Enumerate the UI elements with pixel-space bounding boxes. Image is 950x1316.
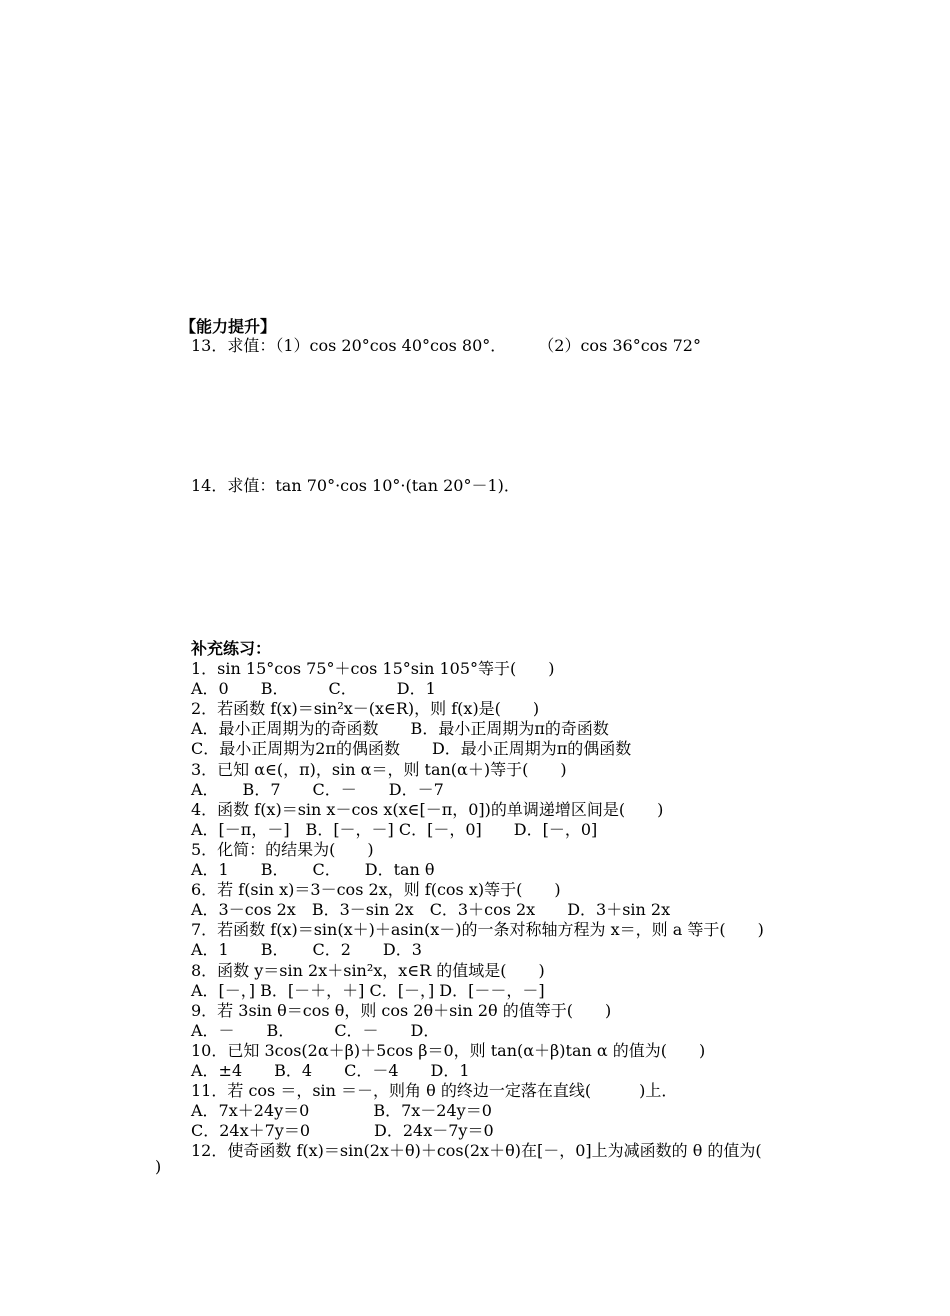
- exercise-line: A．[－π，－] B．[－，－] C．[－，0] D．[－，0]: [191, 819, 598, 839]
- exercise-line: A．0 B． C． D．1: [191, 679, 436, 699]
- supplement-exercises: [191, 639, 811, 1161]
- exercise-line: 5．化简：的结果为( ): [191, 839, 374, 859]
- exercise-line: 11．若 cos ＝，sin ＝－，则角 θ 的终边一定落在直线( )上．: [191, 1081, 678, 1101]
- exercise-line: A．最小正周期为的奇函数 B．最小正周期为π的奇函数: [191, 719, 609, 739]
- exercise-line: 3．已知 α∈(，π)，sin α＝，则 tan(α＋)等于( ): [191, 759, 567, 779]
- exercise-line: 4．函数 f(x)＝sin x－cos x(x∈[－π，0])的单调递增区间是( ): [191, 799, 664, 819]
- exercise-line: C．24x＋7y＝0 D．24x－7y＝0: [191, 1121, 494, 1141]
- supplement-title: 补充练习：: [191, 639, 272, 658]
- wrapped-parenthesis: ): [155, 1157, 162, 1176]
- exercise-line: 8．函数 y＝sin 2x＋sin²x，x∈R 的值域是( ): [191, 960, 545, 980]
- exercise-line: A．3－cos 2x B．3－sin 2x C．3＋cos 2x D．3＋sin 2x: [191, 900, 671, 920]
- section-heading: 【能力提升】: [180, 317, 277, 336]
- exercise-line: A．[－，] B．[－＋，＋] C．[－，] D．[－－，－]: [191, 980, 545, 1000]
- exercise-line: C．最小正周期为2π的偶函数 D．最小正周期为π的偶函数: [191, 739, 632, 759]
- exercise-line: 6．若 f(sin x)＝3－cos 2x，则 f(cos x)等于( ): [191, 880, 561, 900]
- exercise-line: 7．若函数 f(x)＝sin(x＋)＋asin(x－)的一条对称轴方程为 x＝，则 a 等于( ): [191, 920, 764, 940]
- exercise-line: A．1 B． C． D．tan θ: [191, 860, 435, 880]
- exercise-line: A．±4 B．4 C．－4 D．1: [191, 1060, 470, 1080]
- exercise-line: A．7x＋24y＝0 B．7x－24y＝0: [191, 1101, 492, 1121]
- exercise-line: 2．若函数 f(x)＝sin²x－(x∈R)，则 f(x)是( ): [191, 699, 540, 719]
- exercise-line: 9．若 3sin θ＝cos θ，则 cos 2θ＋sin 2θ 的值等于( ): [191, 1000, 612, 1020]
- exercise-line: 1．sin 15°cos 75°＋cos 15°sin 105°等于( ): [191, 659, 555, 679]
- exercise-line: 12．使奇函数 f(x)＝sin(2x＋θ)＋cos(2x＋θ)在[－，0]上为减函数的 θ 的值为(: [191, 1141, 762, 1161]
- exercise-line: A． B．7 C．－ D．－7: [191, 779, 444, 799]
- question-13: 13．求值：（1）cos 20°cos 40°cos 80°． （2）cos 36°cos 72°: [191, 336, 701, 355]
- exercise-line: A．－ B． C．－ D．: [191, 1020, 440, 1040]
- exercise-line: A．1 B． C．2 D．3: [191, 940, 422, 960]
- question-14: 14．求值：tan 70°·cos 10°·(tan 20°－1)．: [191, 476, 520, 495]
- exercise-line: 10．已知 3cos(2α＋β)＋5cos β＝0，则 tan(α＋β)tan α 的值为( ): [191, 1040, 706, 1060]
